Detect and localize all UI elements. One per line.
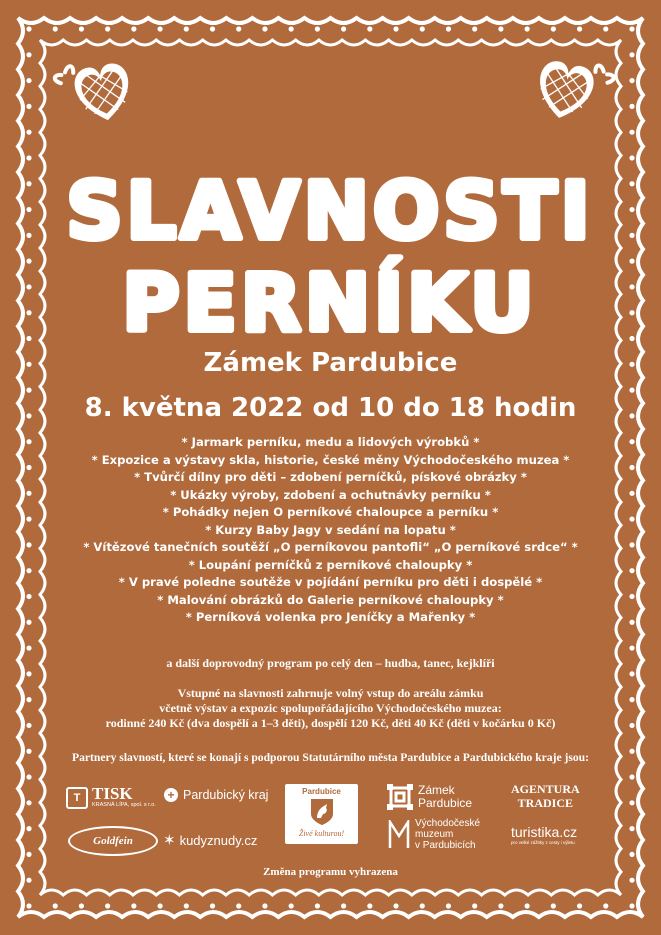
lace-dot	[629, 568, 634, 573]
horse-icon	[309, 798, 335, 826]
kudyznudy-logo	[163, 831, 257, 849]
castle-icon	[387, 784, 413, 810]
lace-dot	[289, 903, 294, 908]
pardubice-slogan: Živé kulturou!	[298, 829, 345, 838]
lace-dot	[236, 26, 241, 31]
tisk-name: TISK	[92, 784, 133, 803]
muzeum-line1: Východočeské	[415, 818, 481, 829]
lace-dot	[26, 181, 31, 186]
lace-dot	[629, 26, 634, 31]
admission-info	[40, 686, 621, 731]
lace-dot	[629, 491, 634, 496]
program-list	[70, 434, 591, 627]
lace-dot	[629, 697, 634, 702]
program-item: * Malování obrázků do Galerie perníkové chaloupky *	[157, 592, 504, 607]
lace-dot	[603, 26, 608, 31]
zamek-line2: Pardubice	[418, 796, 473, 810]
lace-dot	[26, 697, 31, 702]
pardubice-name: Pardubice	[302, 787, 341, 796]
lace-dot	[26, 284, 31, 289]
lace-dot	[26, 620, 31, 625]
lace-dot	[472, 26, 477, 31]
program-item: * Vítězové tanečních soutěží „O perníkovou pantofli“ „O perníkové srdce“ *	[83, 540, 578, 554]
lace-dot	[157, 26, 162, 31]
muzeum-line2: muzeum	[415, 829, 454, 840]
lace-dot	[262, 903, 267, 908]
lace-dot	[629, 104, 634, 109]
lace-dot	[367, 26, 372, 31]
lace-dot	[393, 903, 398, 908]
lace-dot	[53, 26, 58, 31]
cross-icon: +	[164, 788, 178, 802]
program-item: * Ukázky výroby, zdobení a ochutnávky perníku *	[170, 487, 491, 502]
lace-dot	[498, 26, 503, 31]
lace-dot	[629, 130, 634, 135]
program-item: * Perníková volenka pro Jeníčky a Mařenky *	[185, 610, 476, 624]
lace-dot	[26, 800, 31, 805]
tisk-sub: KRASNÁ LÍPA, spol. s r.o.	[92, 802, 156, 808]
lace-dot	[629, 259, 634, 264]
lace-dot	[79, 26, 84, 31]
turistika-sub: pro velké zážitky z cesty i výletu	[511, 840, 575, 845]
program-item: * Expozice a výstavy skla, historie, české měny Východočeského muzea *	[91, 452, 570, 467]
partners-note: Partnery slavností, které se konají s podporou Statutárního města Pardubice a Pardubického kraje jsou:	[71, 751, 589, 764]
lace-dot	[26, 749, 31, 754]
lace-dot	[420, 903, 425, 908]
turistika-name: turistika.cz	[511, 824, 578, 840]
extra-program: a další doprovodný program po celý den – hudba, tanec, kejklíři	[166, 656, 495, 670]
lace-dot	[525, 26, 530, 31]
event-date: 8. května 2022 od 10 do 18 hodin	[84, 393, 577, 423]
lace-dot	[629, 181, 634, 186]
lace-dot	[629, 852, 634, 857]
program-item: * Tvůrčí dílny pro děti – zdobení perníčků, pískové obrázky *	[134, 470, 527, 484]
lace-dot	[629, 336, 634, 341]
lace-dot	[105, 903, 110, 908]
lace-dot	[629, 516, 634, 521]
lace-dot	[26, 439, 31, 444]
lace-dot	[420, 26, 425, 31]
lace-dot	[79, 903, 84, 908]
lace-dot	[472, 903, 477, 908]
lace-dot	[603, 903, 608, 908]
lace-dot	[26, 903, 31, 908]
lace-dot	[26, 491, 31, 496]
agentura-line1: AGENTURA	[511, 782, 580, 796]
lace-dot	[629, 620, 634, 625]
program-item: * Loupání perníčků z perníkové chaloupky *	[188, 557, 473, 572]
lace-dot	[629, 233, 634, 238]
lace-dot	[26, 336, 31, 341]
lace-dot	[26, 465, 31, 470]
lace-dot	[629, 749, 634, 754]
lace-dot	[629, 542, 634, 547]
heart-icon	[533, 54, 616, 127]
heart-icon	[53, 57, 134, 128]
tisk-icon: T	[66, 787, 88, 809]
lace-dot	[315, 903, 320, 908]
lace-dot	[525, 903, 530, 908]
lace-dot	[26, 774, 31, 779]
lace-dot	[629, 903, 634, 908]
lace-dot	[26, 155, 31, 160]
goldfein-logo	[68, 826, 158, 856]
lace-dot	[629, 439, 634, 444]
lace-dot	[629, 774, 634, 779]
lace-dot	[629, 723, 634, 728]
lace-dot	[53, 903, 58, 908]
lace-dot	[629, 78, 634, 83]
program-item: * Kurzy Baby Jagy v sedání na lopatu *	[205, 522, 456, 537]
lace-dot	[184, 903, 189, 908]
lace-dot	[629, 207, 634, 212]
lace-dot	[629, 671, 634, 676]
lace-dot	[157, 903, 162, 908]
lace-dot	[26, 259, 31, 264]
lace-dot	[26, 388, 31, 393]
admission-line: včetně výstav a expozic spolupořádajícího Východočeského muzea:	[159, 701, 502, 715]
lace-dot	[26, 130, 31, 135]
lace-dot	[26, 104, 31, 109]
venue: Zámek Pardubice	[203, 348, 458, 378]
lace-dot	[577, 26, 582, 31]
program-item: * Jarmark perníku, medu a lidových výrobků *	[181, 435, 480, 449]
admission-line: rodinné 240 Kč (dva dospělí a 1–3 děti), dospělí 120 Kč, děti 40 Kč (děti v kočárku 0 Kč)	[105, 716, 556, 730]
lace-dot	[262, 26, 267, 31]
lace-dot	[210, 903, 215, 908]
lace-dot	[341, 903, 346, 908]
lace-dot	[26, 26, 31, 31]
lace-dot	[551, 903, 556, 908]
lace-dot	[629, 310, 634, 315]
turistika-logo	[511, 825, 577, 846]
lace-dot	[26, 723, 31, 728]
kudyznudy-name: kudyznudy.cz	[179, 832, 258, 848]
lace-dot	[367, 903, 372, 908]
person-icon: ✶	[163, 832, 176, 849]
lace-dot	[210, 26, 215, 31]
lace-dot	[393, 26, 398, 31]
lace-dot	[577, 903, 582, 908]
lace-dot	[184, 26, 189, 31]
lace-dot	[629, 878, 634, 883]
lace-dot	[629, 465, 634, 470]
lace-dot	[551, 26, 556, 31]
lace-dot	[26, 52, 31, 57]
goldfein-name: Goldfein	[93, 835, 133, 847]
lace-dot	[26, 671, 31, 676]
lace-dot	[26, 516, 31, 521]
lace-dot	[446, 26, 451, 31]
lace-dot	[629, 645, 634, 650]
lace-dot	[26, 594, 31, 599]
zamek-line1: Zámek	[418, 783, 455, 797]
lace-dot	[26, 233, 31, 238]
lace-dot	[131, 903, 136, 908]
tisk-logo	[66, 786, 156, 809]
lace-dot	[341, 26, 346, 31]
lace-dot	[26, 568, 31, 573]
lace-dot	[26, 826, 31, 831]
lace-dot	[26, 878, 31, 883]
lace-dot	[629, 826, 634, 831]
lace-dot	[629, 284, 634, 289]
lace-dot	[26, 852, 31, 857]
program-item: * V pravé poledne soutěže v pojídání perníku pro děti i dospělé *	[118, 575, 543, 589]
lace-dot	[629, 388, 634, 393]
lace-dot	[315, 26, 320, 31]
lace-dot	[26, 207, 31, 212]
lace-dot	[26, 542, 31, 547]
lace-dot	[498, 903, 503, 908]
agentura-line2: TRADICE	[517, 796, 573, 810]
lace-dot	[629, 52, 634, 57]
muzeum-line3: v Pardubicích	[415, 840, 476, 851]
agentura-tradice-logo	[511, 782, 580, 810]
pardubicky-kraj-logo	[164, 788, 268, 802]
museum-icon	[388, 820, 410, 850]
lace-dot	[629, 594, 634, 599]
pardubicky-kraj-name: Pardubický kraj	[183, 788, 269, 802]
change-note: Změna programu vyhrazena	[263, 866, 398, 878]
lace-dot	[131, 26, 136, 31]
muzeum-logo	[388, 818, 480, 851]
title-line-2: PERNÍKU	[122, 259, 538, 349]
program-item: * Pohádky nejen O perníkové chaloupce a perníku *	[162, 505, 499, 519]
lace-dot	[26, 310, 31, 315]
lace-dot	[629, 800, 634, 805]
lace-dot	[236, 903, 241, 908]
lace-dot	[105, 26, 110, 31]
pardubice-logo	[285, 784, 358, 844]
lace-dot	[26, 78, 31, 83]
admission-line: Vstupné na slavnosti zahrnuje volný vstup do areálu zámku	[177, 686, 484, 700]
lace-dot	[446, 903, 451, 908]
zamek-logo	[387, 784, 472, 810]
title-line-1: SLAVNOSTI	[66, 167, 594, 257]
lace-dot	[289, 26, 294, 31]
lace-dot	[26, 645, 31, 650]
lace-dot	[629, 155, 634, 160]
